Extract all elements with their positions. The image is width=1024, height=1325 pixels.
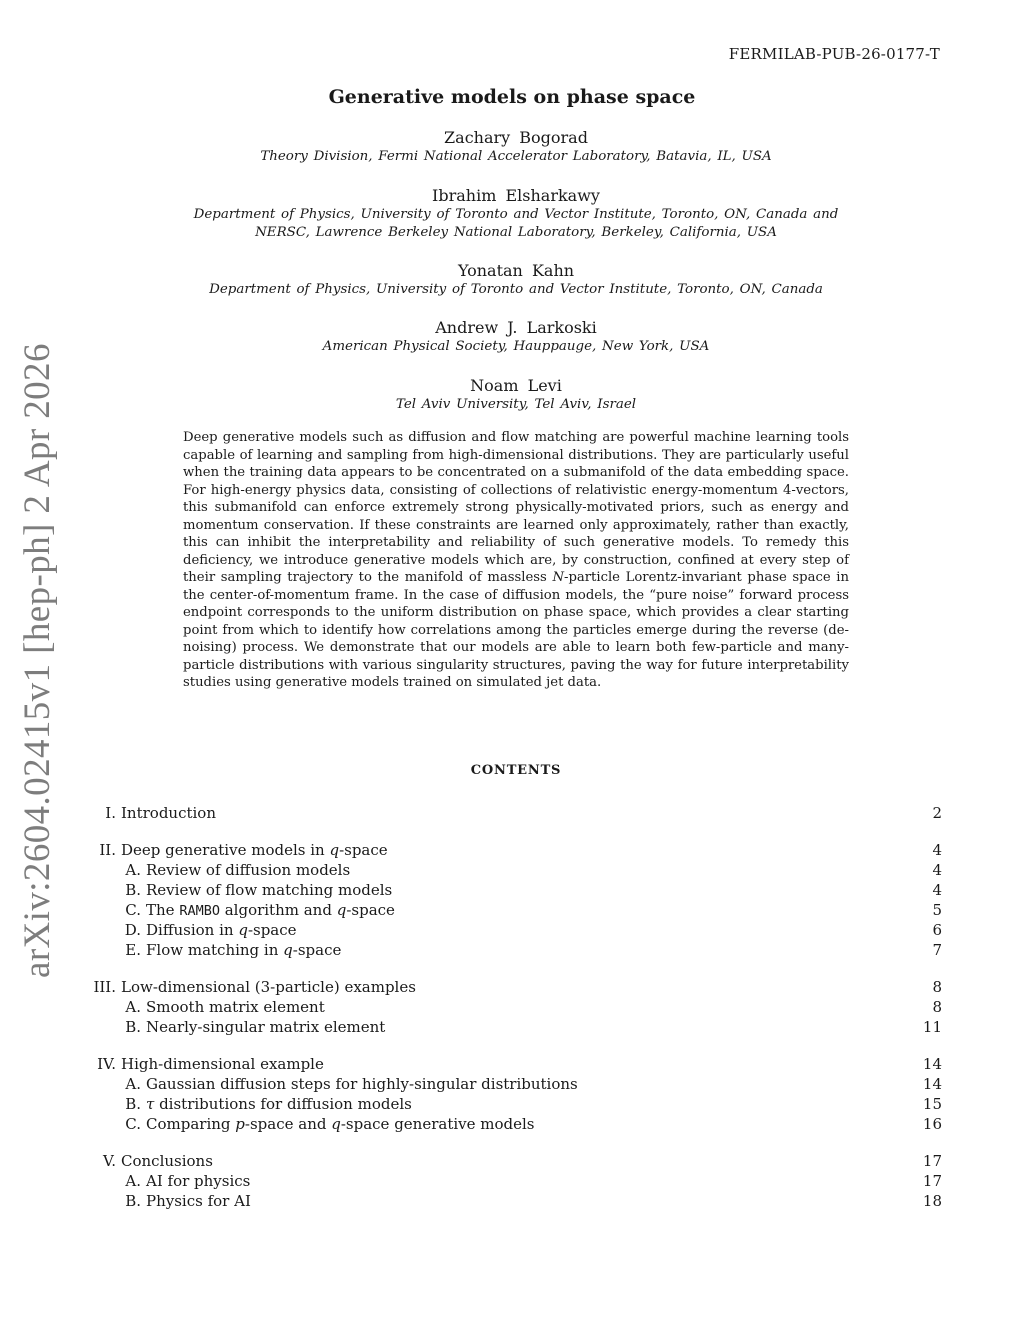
toc-section [83,1054,942,1134]
toc-entry-gaussian-diffusion[interactable] [83,1074,942,1094]
author-affiliation: Department of Physics, University of Toronto and Vector Institute, Toronto, ON, Canada [209,282,823,297]
toc-math: q [329,841,340,859]
author-affiliation: Tel Aviv University, Tel Aviv, Israel [395,397,637,412]
author-block [150,186,882,241]
toc-title-text: -space [247,921,297,939]
toc-section [83,840,942,960]
toc-title [121,803,902,823]
toc-math: q [238,921,248,939]
abstract-text: -particle Lorentz-invariant phase space in the center-of-momentum frame. In the case of diffusion models, the “pure noise” forward process endpoint corresponds to the uniform distribution on phase space, which provides a clear starting point from which to identify how correlations among the particles emerge during the reverse (de-noising) process. We demonstrate that our models are able to learn both few-particle and many-particle distributions with various singularity structures, paving the way for future interpretability studies using generative models trained on simulated jet data. [183,570,849,690]
toc-page-number: 16 [922,1115,942,1133]
toc-title-text: Flow matching in [146,941,284,959]
author-name: Andrew J. Larkoski [435,318,597,337]
toc-page-number: 6 [932,921,942,939]
toc-title: Low-dimensional (3-particle) examples [121,978,416,996]
toc-title: Physics for AI [146,1192,251,1210]
toc-number: B. [125,881,141,899]
toc-number: B. [125,1095,141,1113]
toc-title-text: Introduction [121,804,216,822]
toc-number: II. [99,841,116,859]
toc-title-text: -space [292,941,342,959]
paper-title: Generative models on phase space [328,86,696,108]
abstract-math-n: N [552,570,564,585]
toc-entry-deep-generative-models[interactable] [83,840,942,860]
toc-page-number: 15 [922,1095,942,1113]
toc-math: q [283,941,293,959]
toc-entry-comparing-spaces[interactable] [83,1114,942,1134]
toc-title-text: algorithm and [219,900,337,919]
toc-title: Nearly-singular matrix element [146,1018,386,1036]
author-name: Ibrahim Elsharkawy [432,186,600,205]
toc-title: Smooth matrix element [146,998,325,1016]
toc-title [146,940,902,960]
toc-math: q [336,900,347,919]
toc-page-number: 17 [922,1172,942,1190]
toc-page-number: 4 [932,881,942,899]
abstract [183,429,849,692]
toc-entry-ai-for-physics[interactable] [83,1171,942,1191]
toc-title-text: distributions for diffusion models [154,1095,412,1113]
toc-title-text: Deep generative models in [121,841,330,859]
toc-number: A. [125,998,141,1016]
toc-entry-conclusions[interactable] [83,1151,942,1171]
toc-number: I. [105,804,116,822]
toc-title-text: Comparing [146,1115,236,1133]
toc-entry-diffusion-q-space[interactable] [83,920,942,940]
abstract-text: Deep generative models such as diffusion and flow matching are powerful machine learning tools capable of learning and sampling from high-dimensional distributions. They are particularly useful when the training data appears to be concentrated on a submanifold of the data embedding space. For high-energy physics data, consisting of collections of relativistic energy-momentum 4-vectors, this submanifold can enforce extremely strong physically-motivated priors, such as energy and momentum conservation. If these constraints are learned only approximately, rather than exactly, this can inhibit the interpretability and reliability of such generative models. To remedy this deficiency, we introduce generative models which are, by construction, confined at every step of their sampling trajectory to the manifold of massless [183,430,849,585]
toc-title [146,1094,902,1114]
toc-number: C. [125,1115,141,1133]
toc-page-number: 4 [932,861,942,879]
toc-title: Review of diffusion models [146,861,351,879]
toc-number: V. [103,1152,116,1170]
toc-page-number: 8 [932,998,942,1016]
author-block [150,128,882,166]
toc-number: B. [125,1192,141,1210]
author-block [150,318,882,356]
toc-section [83,1151,942,1211]
toc-title [146,1114,902,1134]
toc-number: B. [125,1018,141,1036]
contents-heading: CONTENTS [470,763,562,778]
toc-number: A. [125,1172,141,1190]
toc-math: τ [146,1095,155,1113]
toc-title: Review of flow matching models [146,881,393,899]
toc-number: A. [125,861,141,879]
toc-page-number: 17 [922,1152,942,1170]
toc-number: C. [125,901,141,919]
table-of-contents [83,803,942,1228]
toc-entry-low-dimensional[interactable] [83,977,942,997]
toc-title [121,840,902,860]
author-name: Zachary Bogorad [444,128,588,147]
toc-title: Conclusions [121,1152,213,1170]
toc-page-number: 7 [932,941,942,959]
author-name: Noam Levi [470,376,562,395]
toc-title-text: The [146,900,180,919]
toc-section [83,977,942,1037]
toc-page-number: 11 [922,1018,942,1036]
toc-code: RAMBO [179,902,220,919]
toc-title: AI for physics [146,1172,251,1190]
toc-entry-high-dimensional[interactable] [83,1054,942,1074]
toc-entry-smooth-matrix-element[interactable] [83,997,942,1017]
toc-title-text: -space generative models [340,1115,535,1133]
author-block [150,376,882,414]
toc-title-text: -space and [244,1115,332,1133]
toc-entry-tau-distributions[interactable] [83,1094,942,1114]
author-name: Yonatan Kahn [457,261,575,280]
toc-title: High-dimensional example [121,1055,324,1073]
toc-entry-review-diffusion[interactable] [83,860,942,880]
author-affiliation: American Physical Society, Hauppauge, New York, USA [322,339,710,354]
toc-title-text: -space [346,900,395,919]
toc-number: D. [124,921,141,939]
toc-math: q [331,1115,341,1133]
toc-section [83,803,942,823]
toc-page-number: 5 [932,901,942,919]
author-block [150,261,882,299]
author-affiliation: Department of Physics, University of Toronto and Vector Institute, Toronto, ON, Canada and [193,207,839,222]
toc-page-number: 14 [922,1075,942,1093]
toc-title-text: Diffusion in [146,921,239,939]
toc-number: A. [125,1075,141,1093]
toc-entry-review-flow-matching[interactable] [83,880,942,900]
toc-title-text: -space [339,841,388,859]
author-affiliation: NERSC, Lawrence Berkeley National Laboratory, Berkeley, California, USA [255,224,777,240]
toc-title [146,900,902,921]
toc-number: III. [93,978,116,996]
toc-entry-introduction[interactable] [83,803,942,823]
toc-number: IV. [97,1055,116,1073]
report-number: FERMILAB-PUB-26-0177-T [728,45,940,63]
toc-entry-rambo-algorithm[interactable] [83,900,942,920]
toc-page-number: 4 [932,841,942,859]
toc-math: p [235,1115,245,1133]
toc-title: Gaussian diffusion steps for highly-singular distributions [146,1075,578,1093]
toc-page-number: 18 [922,1192,942,1210]
toc-page-number: 14 [922,1055,942,1073]
author-affiliation: Theory Division, Fermi National Accelerator Laboratory, Batavia, IL, USA [260,149,772,164]
toc-title [146,920,902,940]
toc-page-number: 2 [932,804,942,822]
arxiv-identifier-stamp[interactable]: arXiv:2604.02415v1 [hep-ph] 2 Apr 2026 [17,343,58,978]
toc-page-number: 8 [932,978,942,996]
toc-entry-nearly-singular[interactable] [83,1017,942,1037]
toc-entry-physics-for-ai[interactable] [83,1191,942,1211]
toc-entry-flow-matching-q-space[interactable] [83,940,942,960]
toc-number: E. [125,941,141,959]
